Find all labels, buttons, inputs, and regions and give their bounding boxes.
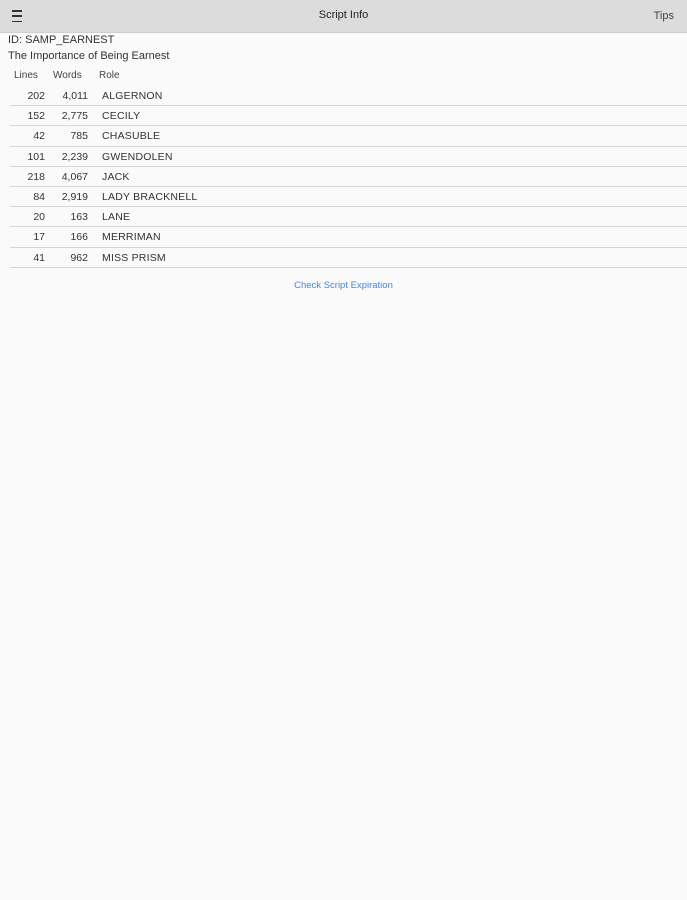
words-cell: 2,775 xyxy=(61,110,88,123)
words-cell: 785 xyxy=(70,130,88,143)
role-cell: JACK xyxy=(102,170,130,183)
lines-cell: 202 xyxy=(27,90,45,102)
table-row[interactable] xyxy=(10,106,687,126)
lines-cell: 218 xyxy=(27,170,45,183)
words-cell: 2,919 xyxy=(61,190,88,203)
role-cell: MISS PRISM xyxy=(102,251,166,264)
words-cell: 962 xyxy=(70,251,88,264)
lines-cell: 42 xyxy=(33,130,45,143)
table-row[interactable] xyxy=(10,86,687,106)
table-row[interactable] xyxy=(10,227,687,247)
table-row[interactable] xyxy=(10,187,687,207)
table-row[interactable] xyxy=(10,126,687,146)
lines-cell: 20 xyxy=(33,211,45,224)
role-cell: MERRIMAN xyxy=(102,231,161,244)
role-cell: LANE xyxy=(102,211,131,224)
lines-cell: 41 xyxy=(33,251,45,264)
words-cell: 166 xyxy=(70,231,88,244)
table-row[interactable] xyxy=(10,207,687,227)
words-cell: 2,239 xyxy=(61,150,88,163)
table-row[interactable] xyxy=(10,167,687,187)
column-header-words: Words xyxy=(53,70,82,81)
check-script-expiration-link[interactable]: Check Script Expiration xyxy=(294,280,393,291)
role-cell: LADY BRACKNELL xyxy=(102,190,198,203)
page-title: Script Info xyxy=(318,9,369,21)
column-header-lines: Lines xyxy=(14,70,38,81)
table-row[interactable] xyxy=(10,248,687,268)
role-cell: CECILY xyxy=(102,110,141,123)
script-title: The Importance of Being Earnest xyxy=(8,50,170,62)
tips-button[interactable]: Tips xyxy=(653,10,674,22)
role-cell: CHASUBLE xyxy=(102,130,161,143)
column-header-role: Role xyxy=(99,70,120,81)
lines-cell: 101 xyxy=(27,150,45,163)
script-id: ID: SAMP_EARNEST xyxy=(8,34,115,46)
role-cell: GWENDOLEN xyxy=(102,150,173,163)
nav-bar xyxy=(0,0,687,33)
lines-cell: 17 xyxy=(33,231,45,244)
words-cell: 163 xyxy=(70,211,88,224)
words-cell: 4,067 xyxy=(61,170,88,183)
roles-table xyxy=(10,86,687,268)
role-cell: ALGERNON xyxy=(102,90,163,102)
lines-cell: 84 xyxy=(33,190,45,203)
words-cell: 4,011 xyxy=(62,90,88,102)
lines-cell: 152 xyxy=(27,110,45,123)
table-row[interactable] xyxy=(10,147,687,167)
